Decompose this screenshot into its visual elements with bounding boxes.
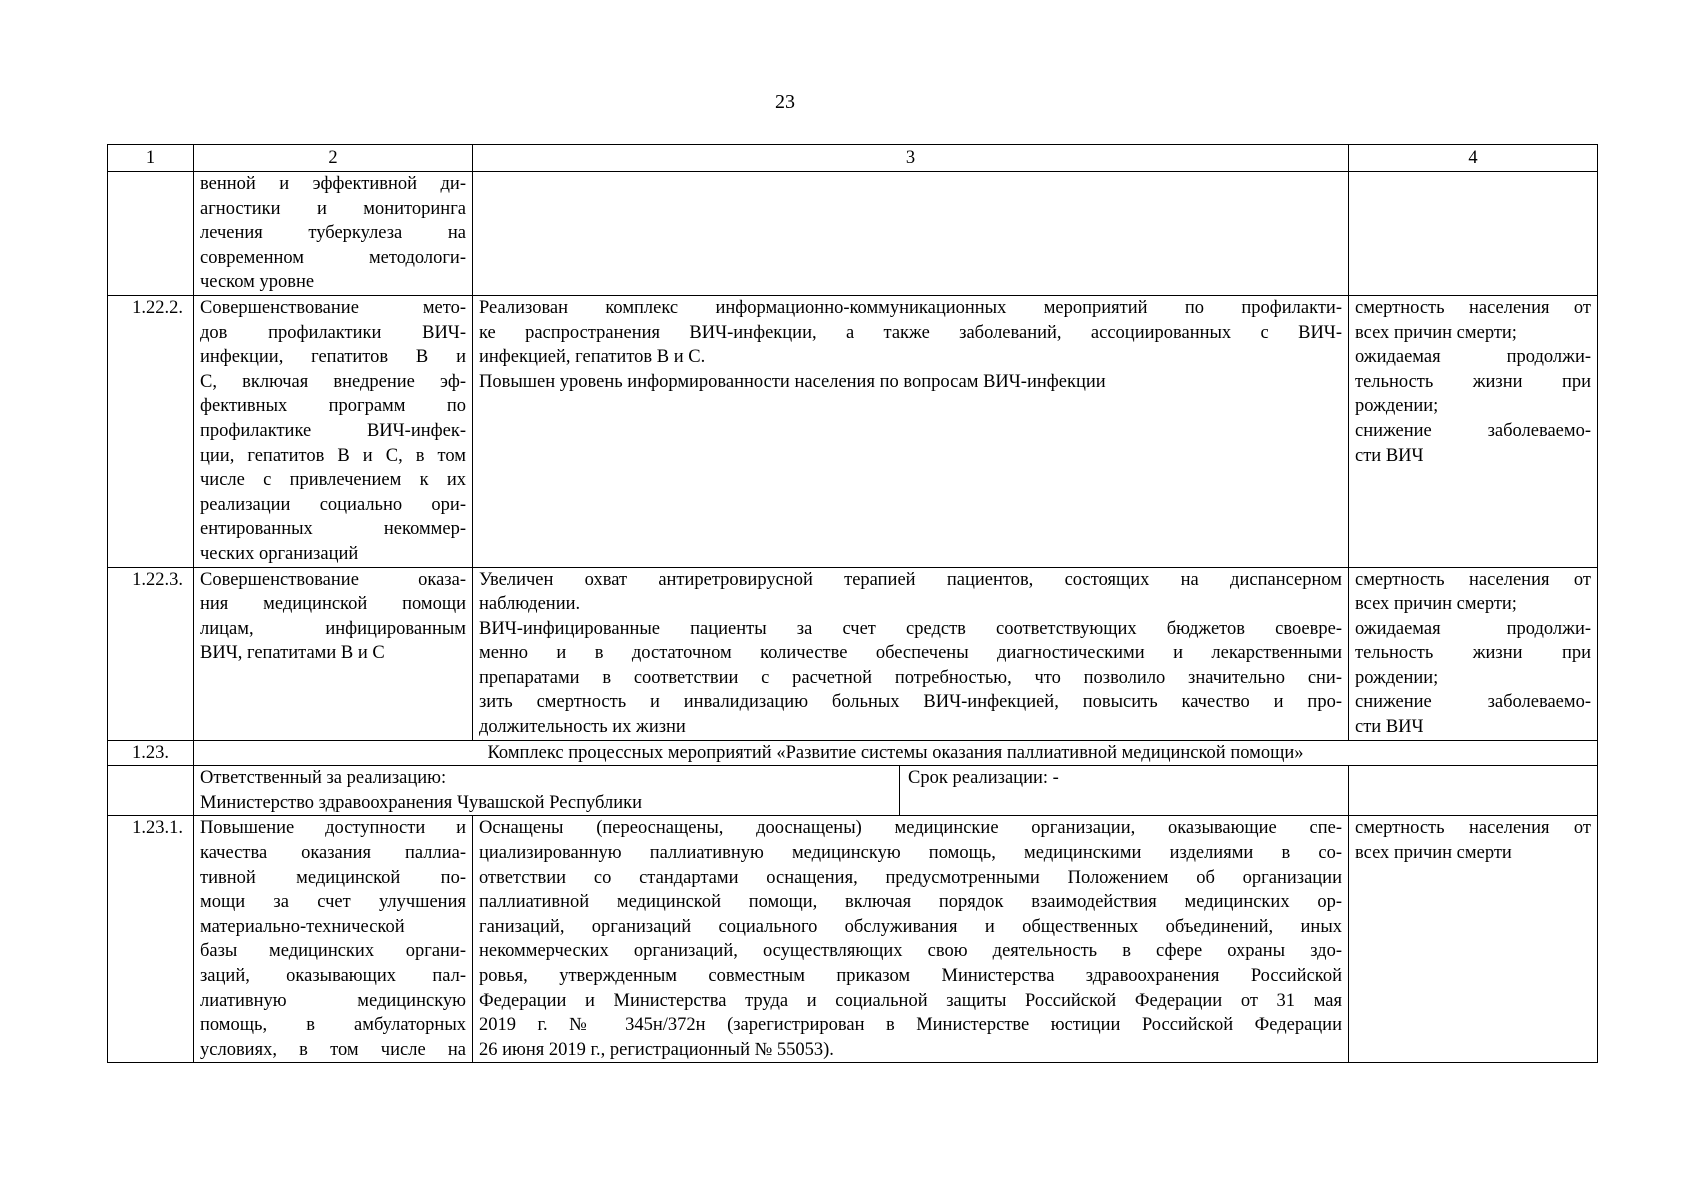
text-line: венной и эффективной ди- — [200, 174, 466, 194]
indicator-cell — [1349, 567, 1598, 740]
result-cell — [473, 172, 1349, 296]
text-line: фективных программ по — [200, 396, 466, 417]
header-col-1: 1 — [108, 145, 194, 172]
responsible-row — [108, 766, 1598, 816]
text-line: Совершенствование мето- — [200, 297, 466, 318]
table-row — [108, 172, 1598, 296]
measures-table — [107, 144, 1598, 1063]
text-line: ке распространения ВИЧ-инфекции, а также заболеваний, ассоциированных с ВИЧ- — [479, 322, 1342, 343]
text-line: ожидаемая продолжи- — [1355, 347, 1591, 368]
text-line: рождении; — [1355, 667, 1439, 688]
measure-name-cell — [194, 295, 473, 567]
text-line: лицам, инфицированным — [200, 618, 466, 639]
text-line: сти ВИЧ — [1355, 717, 1424, 738]
section-title: Комплекс процессных мероприятий «Развитие системы оказания паллиативной медицинской помощи» — [194, 740, 1598, 766]
text-line: качества оказания паллиа- — [200, 843, 466, 864]
text-line: тельность жизни при — [1355, 643, 1591, 664]
text-line: помощь, в амбулаторных — [200, 1015, 466, 1036]
table-row — [108, 816, 1598, 1063]
page-number: 23 — [775, 91, 795, 113]
text-line: тивной медицинской по- — [200, 867, 466, 888]
text-line: ожидаемая продолжи- — [1355, 618, 1591, 639]
text-line: ВИЧ-инфицированные пациенты за счет средств соответствующих бюджетов своевре- — [479, 618, 1342, 639]
indicator-cell — [1349, 816, 1598, 1063]
text-line: Федерации и Министерства труда и социальной защиты Российской Федерации от 31 мая — [479, 990, 1342, 1011]
text-line: должительность их жизни — [479, 717, 686, 738]
row-number-cell: 1.22.3. — [108, 567, 194, 740]
text-line: менно и в достаточном количестве обеспечены диагностическими и лекарственными — [479, 643, 1342, 664]
term-block — [900, 766, 1348, 815]
text-line: С, включая внедрение эф- — [200, 371, 466, 392]
text-line: реализации социально ори- — [200, 494, 466, 515]
responsible-value: Министерство здравоохранения Чувашской Республики — [200, 792, 643, 813]
header-col-2: 2 — [194, 145, 473, 172]
text-line: Оснащены (переоснащены, дооснащены) медицинские организации, оказывающие спе- — [479, 818, 1342, 839]
text-line: дов профилактики ВИЧ- — [200, 322, 466, 343]
text-line: ответствии со стандартами оснащения, предусмотренными Положением об организации — [479, 867, 1342, 888]
text-line: Совершенствование оказа- — [200, 569, 466, 590]
text-line: материально-технической — [200, 916, 405, 937]
text-line: смертность населения от — [1355, 569, 1591, 590]
text-line: снижение заболеваемо- — [1355, 420, 1591, 441]
indicator-cell — [1349, 766, 1598, 816]
measure-name-cell — [194, 567, 473, 740]
text-line: лечения туберкулеза на — [200, 223, 466, 244]
text-line: ганизаций, организаций социального обслуживания и общественных объединений, иных — [479, 916, 1342, 937]
text-line: ческом уровне — [200, 272, 315, 293]
table-row — [108, 295, 1598, 567]
text-line: Повышение доступности и — [200, 818, 466, 839]
text-line: ческих организаций — [200, 543, 359, 564]
text-line: Повышен уровень информированности населения по вопросам ВИЧ-инфекции — [479, 371, 1106, 392]
header-col-3: 3 — [473, 145, 1349, 172]
text-line: ровья, утвержденным совместным приказом Министерства здравоохранения Российской — [479, 966, 1342, 986]
measure-name-cell — [194, 172, 473, 296]
text-line: смертность населения от — [1355, 818, 1591, 839]
text-line: смертность населения от — [1355, 297, 1591, 318]
text-line: 26 июня 2019 г., регистрационный № 55053). — [479, 1039, 834, 1060]
row-number-cell: 1.22.2. — [108, 295, 194, 567]
section-row — [108, 740, 1598, 766]
text-line: снижение заболеваемо- — [1355, 692, 1591, 713]
text-line: паллиативной медицинской помощи, включая порядок взаимодействия медицинских ор- — [479, 892, 1342, 913]
text-line: всех причин смерти — [1355, 843, 1512, 864]
text-line: некоммерческих организаций, осуществляющих свою деятельность в сфере охраны здо- — [479, 941, 1342, 962]
row-number-cell — [108, 172, 194, 296]
text-line: сти ВИЧ — [1355, 445, 1424, 466]
text-line: агностики и мониторинга — [200, 198, 466, 219]
text-line: современном методологи- — [200, 247, 466, 268]
text-line: всех причин смерти; — [1355, 322, 1517, 343]
indicator-cell — [1349, 172, 1598, 296]
text-line: профилактике ВИЧ-инфек- — [200, 420, 466, 441]
text-line: базы медицинских органи- — [200, 941, 466, 962]
indicator-cell — [1349, 295, 1598, 567]
text-line: ентированных некоммер- — [200, 519, 466, 540]
text-line: заций, оказывающих пал- — [200, 966, 466, 986]
row-number-cell: 1.23. — [108, 740, 194, 766]
text-line: рождении; — [1355, 396, 1439, 417]
text-line: числе с привлечением к их — [200, 470, 466, 491]
text-line: Увеличен охват антиретровирусной терапией пациентов, состоящих на диспансерном — [479, 569, 1342, 590]
result-cell — [473, 816, 1349, 1063]
result-cell — [473, 295, 1349, 567]
text-line: мощи за счет улучшения — [200, 892, 466, 913]
text-line: условиях, в том числе на — [200, 1039, 466, 1060]
text-line: зить смертность и инвалидизацию больных ВИЧ-инфекцией, повысить качество и про- — [479, 692, 1342, 713]
responsible-label: Ответственный за реализацию: — [200, 768, 447, 789]
term-value: Срок реализации: - — [908, 768, 1059, 789]
text-line: лиативную медицинскую — [200, 990, 466, 1011]
row-number-cell: 1.23.1. — [108, 816, 194, 1063]
result-cell — [473, 567, 1349, 740]
text-line: наблюдении. — [479, 594, 581, 615]
text-line: тельность жизни при — [1355, 371, 1591, 392]
text-line: 2019 г. № 345н/372н (зарегистрирован в Министерстве юстиции Российской Федерации — [479, 1015, 1342, 1036]
responsible-cell — [194, 766, 1349, 816]
text-line: инфекцией, гепатитов В и С. — [479, 347, 706, 368]
text-line: инфекции, гепатитов В и — [200, 347, 466, 368]
text-line: ния медицинской помощи — [200, 594, 466, 615]
text-line: ВИЧ, гепатитами В и С — [200, 643, 385, 664]
measure-name-cell — [194, 816, 473, 1063]
text-line: препаратами в соответствии с расчетной потребностью, что позволило значительно сни- — [479, 667, 1342, 688]
table-row — [108, 567, 1598, 740]
text-line: циализированную паллиативную медицинскую помощь, медицинскими изделиями в со- — [479, 843, 1342, 864]
text-line: Реализован комплекс информационно-коммуникационных мероприятий по профилакти- — [479, 297, 1342, 318]
responsible-block — [194, 766, 900, 815]
row-number-cell — [108, 766, 194, 816]
text-line: всех причин смерти; — [1355, 594, 1517, 615]
text-line: ции, гепатитов В и С, в том — [200, 445, 466, 466]
header-col-4: 4 — [1349, 145, 1598, 172]
table-header-row — [108, 145, 1598, 172]
